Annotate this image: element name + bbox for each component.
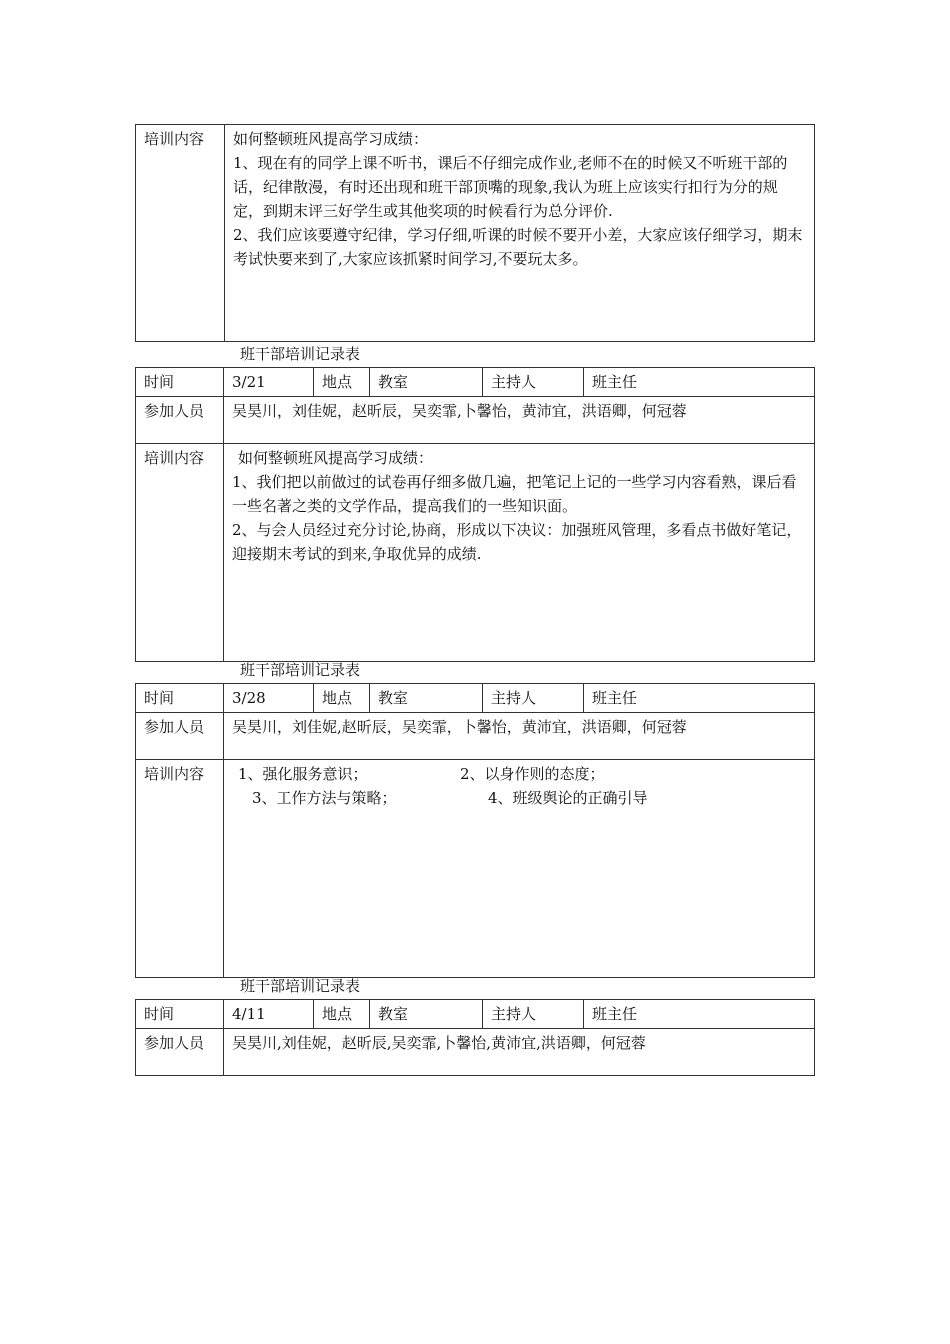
content-label: 培训内容 <box>136 125 225 342</box>
host-label: 主持人 <box>483 684 584 713</box>
host-label: 主持人 <box>483 1000 584 1029</box>
table-caption: 班干部培训记录表 <box>240 977 361 995</box>
attendees-label: 参加人员 <box>136 713 224 760</box>
time-label: 时间 <box>136 368 224 397</box>
time-value: 3/28 <box>224 684 314 713</box>
record-table-4 <box>135 999 815 1076</box>
content-label: 培训内容 <box>136 444 224 662</box>
table-caption: 班干部培训记录表 <box>240 661 361 679</box>
content-list <box>232 762 806 810</box>
attendees-value: 吴昊川,刘佳妮，赵昕辰,吴奕霏,卜馨怡,黄沛宜,洪语卿，何冠蓉 <box>224 1029 815 1076</box>
content-item: 4、班级舆论的正确引导 <box>488 789 648 807</box>
time-value: 4/11 <box>224 1000 314 1029</box>
place-label: 地点 <box>314 684 370 713</box>
content-cell <box>225 125 815 342</box>
content-label: 培训内容 <box>136 760 224 978</box>
content-title: 如何整顿班风提高学习成绩： <box>233 130 429 148</box>
place-value: 教室 <box>370 684 483 713</box>
content-title: 如何整顿班风提高学习成绩： <box>238 449 434 467</box>
host-value: 班主任 <box>584 1000 815 1029</box>
attendees-value: 吴昊川，刘佳妮,赵昕辰，吴奕霏，卜馨怡，黄沛宜，洪语卿，何冠蓉 <box>224 713 815 760</box>
attendees-label: 参加人员 <box>136 397 224 444</box>
place-label: 地点 <box>314 1000 370 1029</box>
record-table-3 <box>135 683 815 978</box>
attendees-value: 吴昊川，刘佳妮，赵昕辰，吴奕霏,卜馨怡，黄沛宜，洪语卿，何冠蓉 <box>224 397 815 444</box>
host-label: 主持人 <box>483 368 584 397</box>
record-table-1 <box>135 124 815 342</box>
content-item: 2、与会人员经过充分讨论,协商，形成以下决议：加强班风管理，多看点书做好笔记，迎接期末考试的到来,争取优异的成绩. <box>232 521 802 563</box>
host-value: 班主任 <box>584 684 815 713</box>
content-cell <box>224 444 815 662</box>
content-item: 1、现在有的同学上课不听书，课后不仔细完成作业,老师不在的时候又不听班干部的话，纪律散漫，有时还出现和班干部顶嘴的现象,我认为班上应该实行扣行为分的规定，到期末评三好学生或其他奖项的时候看行为总分评价. <box>233 154 788 220</box>
place-value: 教室 <box>370 1000 483 1029</box>
place-value: 教室 <box>370 368 483 397</box>
table-caption: 班干部培训记录表 <box>240 345 361 363</box>
content-item: 1、我们把以前做过的试卷再仔细多做几遍，把笔记上记的一些学习内容看熟，课后看一些名著之类的文学作品，提高我们的一些知识面。 <box>232 473 797 515</box>
content-item: 3、工作方法与策略； <box>252 789 397 807</box>
place-label: 地点 <box>314 368 370 397</box>
content-cell <box>224 760 815 978</box>
content-item: 2、以身作则的态度； <box>460 765 605 783</box>
attendees-label: 参加人员 <box>136 1029 224 1076</box>
content-item: 2、我们应该要遵守纪律，学习仔细,听课的时候不要开小差，大家应该仔细学习，期末考试快要来到了,大家应该抓紧时间学习,不要玩太多。 <box>233 226 803 268</box>
record-table-2 <box>135 367 815 662</box>
time-label: 时间 <box>136 1000 224 1029</box>
time-value: 3/21 <box>224 368 314 397</box>
content-item: 1、强化服务意识； <box>238 765 368 783</box>
host-value: 班主任 <box>584 368 815 397</box>
time-label: 时间 <box>136 684 224 713</box>
